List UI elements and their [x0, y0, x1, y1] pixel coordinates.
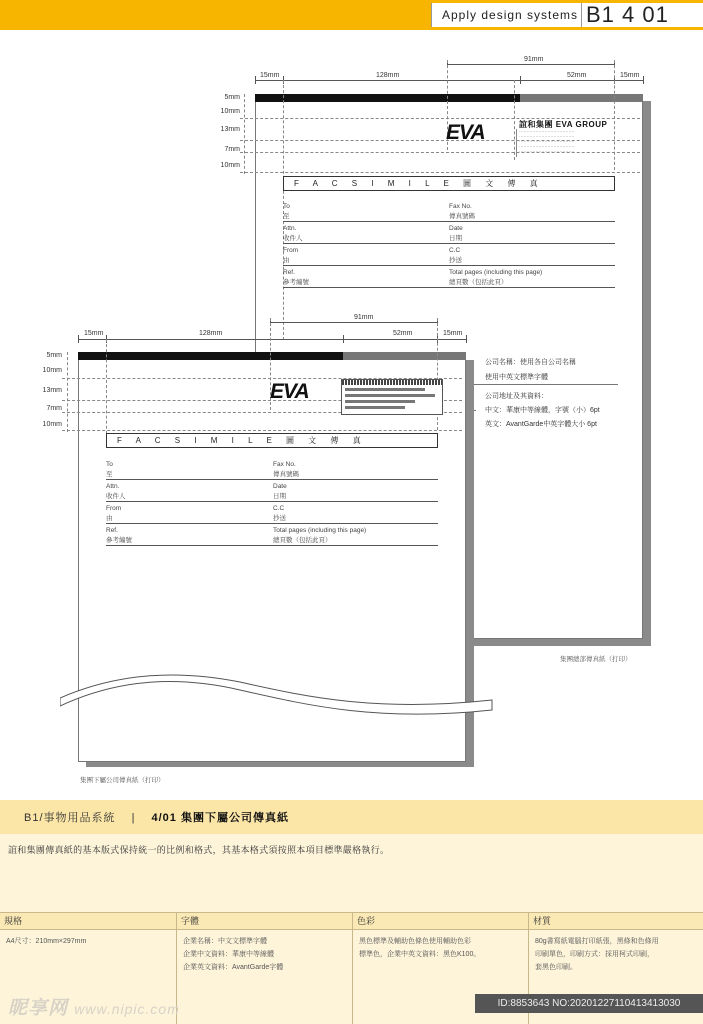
vdim-5: 10mm — [42, 421, 62, 428]
field-date-cn: 日期 — [449, 235, 462, 242]
note-4: 中文：華康中等線體，字號（小）6pt — [485, 407, 600, 414]
material-line: 套黑色印刷。 — [535, 964, 577, 971]
rule — [106, 545, 438, 546]
guide — [62, 430, 462, 431]
section-prefix: B1/事物用品系統 — [24, 812, 116, 824]
field-ref: Ref. — [283, 269, 295, 276]
address-line: ····································· — [519, 139, 575, 144]
vdim-4: 7mm — [46, 405, 62, 412]
field-faxno-cn: 傳真號碼 — [449, 213, 475, 220]
guide — [240, 172, 640, 173]
guide — [283, 80, 284, 340]
dim-left-margin: 15mm — [84, 330, 104, 337]
back-address — [516, 129, 616, 157]
field-to-cn: 至 — [106, 471, 113, 478]
section-name: 4/01 集團下屬公司傳真紙 — [151, 812, 289, 824]
rule — [283, 243, 615, 244]
note-5: 英文：AvantGarde中英字體大小 6pt — [485, 421, 597, 428]
field-from: From — [283, 247, 299, 254]
field-attn-cn: 收件人 — [283, 235, 303, 242]
dim-right-block: 52mm — [567, 72, 587, 79]
dim-left-margin: 15mm — [260, 72, 280, 79]
front-address-placeholder — [341, 379, 443, 415]
front-dim-span-line — [270, 322, 437, 323]
watermark-site: 昵享网 — [8, 998, 69, 1019]
guide — [514, 80, 515, 160]
field-pages-cn: 總頁數（包括此頁） — [273, 537, 332, 544]
address-line — [345, 388, 425, 391]
field-pages: Total pages (including this page) — [273, 527, 367, 534]
tick — [78, 335, 79, 343]
field-to: To — [283, 203, 290, 210]
back-dim-line — [255, 80, 643, 81]
field-faxno: Fax No. — [273, 461, 296, 468]
col-material-body — [535, 935, 659, 974]
address-hatch — [342, 380, 442, 385]
address-line — [345, 394, 435, 397]
material-line: 80g書寫紙電腦打印紙張，黑條和色條用 — [535, 938, 659, 945]
image-id: ID:8853643 NO:20201227110413413030 — [475, 994, 703, 1013]
back-dim-span-line — [447, 64, 614, 65]
font-line: 企業英文資料：AvantGarde字體 — [183, 964, 284, 971]
dim-right-margin: 15mm — [443, 330, 463, 337]
watermark — [8, 993, 180, 1020]
wave-cut — [60, 670, 500, 740]
address-line — [345, 400, 415, 403]
vdim-4: 7mm — [224, 146, 240, 153]
back-grey-bar — [520, 94, 643, 102]
vdim-2: 10mm — [42, 367, 62, 374]
color-line: 黑色標準及輔助色條色使用輔助色彩 — [359, 938, 471, 945]
front-black-bar — [78, 352, 343, 360]
field-cc: C.C — [273, 505, 285, 512]
rule — [106, 479, 438, 480]
field-from: From — [106, 505, 122, 512]
col-material-head: 材質 — [529, 913, 703, 930]
field-ref: Ref. — [106, 527, 118, 534]
section-title — [24, 809, 289, 825]
system-title: Apply design systems — [431, 3, 581, 27]
front-caption: 集團下屬公司傳真紙（打印） — [80, 777, 165, 784]
vdim-3: 13mm — [220, 126, 240, 133]
guide — [106, 339, 107, 439]
back-fax-title: F A C S I M I L E 圖 文 傳 真 — [283, 176, 615, 191]
back-caption: 集團總部傳真紙（打印） — [560, 656, 632, 663]
tick — [343, 335, 344, 343]
tick — [255, 76, 256, 84]
tick — [520, 76, 521, 84]
guide — [67, 352, 68, 432]
col-font — [176, 913, 352, 1024]
col-font-head: 字體 — [177, 913, 352, 930]
col-spec-head: 規格 — [0, 913, 176, 930]
col-color-head: 色彩 — [353, 913, 528, 930]
address-line: ····································· — [519, 149, 575, 154]
address-line: ····································· — [519, 144, 575, 149]
section-code: B1 4 01 — [581, 3, 673, 27]
field-attn-cn: 收件人 — [106, 493, 126, 500]
dim-right-block: 52mm — [393, 330, 413, 337]
field-ref-cn: 參考編號 — [106, 537, 132, 544]
vdim-5: 10mm — [220, 162, 240, 169]
separator: | — [119, 812, 148, 824]
field-from-cn: 由 — [106, 515, 113, 522]
font-line: 企業名稱：中文文標準字體 — [183, 938, 267, 945]
vdim-1: 5mm — [46, 352, 62, 359]
watermark-url: www.nipic.com — [74, 1001, 180, 1017]
note-2: 使用中英文標準字體 — [485, 374, 548, 381]
front-fax-title: F A C S I M I L E 圖 文 傳 真 — [106, 433, 438, 448]
rule — [283, 221, 615, 222]
field-pages-cn: 總頁數（包括此頁） — [449, 279, 508, 286]
dim-width: 128mm — [199, 330, 223, 337]
note-1: 公司名稱：使用各自公司名稱 — [485, 359, 576, 366]
material-line: 印刷單色，印刷方式：採用柯式印刷， — [535, 951, 654, 958]
col-spec-body — [6, 935, 86, 948]
front-grey-bar — [343, 352, 466, 360]
dim-width: 128mm — [376, 72, 400, 79]
color-line: 標準色，企業中英文資料：黑色K100。 — [359, 951, 481, 958]
address-line: ····································· — [519, 134, 575, 139]
description: 誼和集團傳真紙的基本版式保持統一的比例和格式，其基本格式須按照本項目標準嚴格執行。 — [8, 845, 390, 855]
header-inner — [431, 3, 703, 27]
header-bar — [0, 0, 703, 30]
back-black-bar — [255, 94, 520, 102]
vdim-1: 5mm — [224, 94, 240, 101]
rule — [283, 265, 615, 266]
field-to: To — [106, 461, 113, 468]
front-logo: EVA — [270, 380, 309, 403]
col-color-body — [359, 935, 480, 961]
field-cc-cn: 抄送 — [449, 257, 462, 264]
field-ref-cn: 參考編號 — [283, 279, 309, 286]
field-attn: Attn. — [106, 483, 120, 490]
field-to-cn: 至 — [283, 213, 290, 220]
col-font-body — [183, 935, 283, 974]
field-attn: Attn. — [283, 225, 297, 232]
address-line: ····································· — [519, 129, 575, 134]
spec-line: A4尺寸：210mm×297mm — [6, 938, 87, 945]
front-dim-line — [78, 339, 466, 340]
field-cc: C.C — [449, 247, 461, 254]
field-cc-cn: 抄送 — [273, 515, 286, 522]
rule — [106, 501, 438, 502]
vdim-2: 10mm — [220, 108, 240, 115]
dim-span: 91mm — [524, 56, 544, 63]
rule — [106, 523, 438, 524]
field-date: Date — [273, 483, 287, 490]
field-date: Date — [449, 225, 463, 232]
tick — [643, 76, 644, 84]
note-3: 公司地址及其資料： — [485, 393, 548, 400]
dim-span: 91mm — [354, 314, 374, 321]
field-faxno: Fax No. — [449, 203, 472, 210]
back-group-name: 誼和集團 EVA GROUP — [519, 120, 608, 129]
guide — [244, 94, 245, 174]
rule — [283, 287, 615, 288]
field-date-cn: 日期 — [273, 493, 286, 500]
tick — [466, 335, 467, 343]
font-line: 企業中文資料：華康中等線體 — [183, 951, 274, 958]
field-faxno-cn: 傳真號碼 — [273, 471, 299, 478]
dim-right-margin: 15mm — [620, 72, 640, 79]
vdim-3: 13mm — [42, 387, 62, 394]
field-pages: Total pages (including this page) — [449, 269, 543, 276]
field-from-cn: 由 — [283, 257, 290, 264]
back-logo: EVA — [446, 121, 485, 144]
address-line — [345, 406, 405, 409]
